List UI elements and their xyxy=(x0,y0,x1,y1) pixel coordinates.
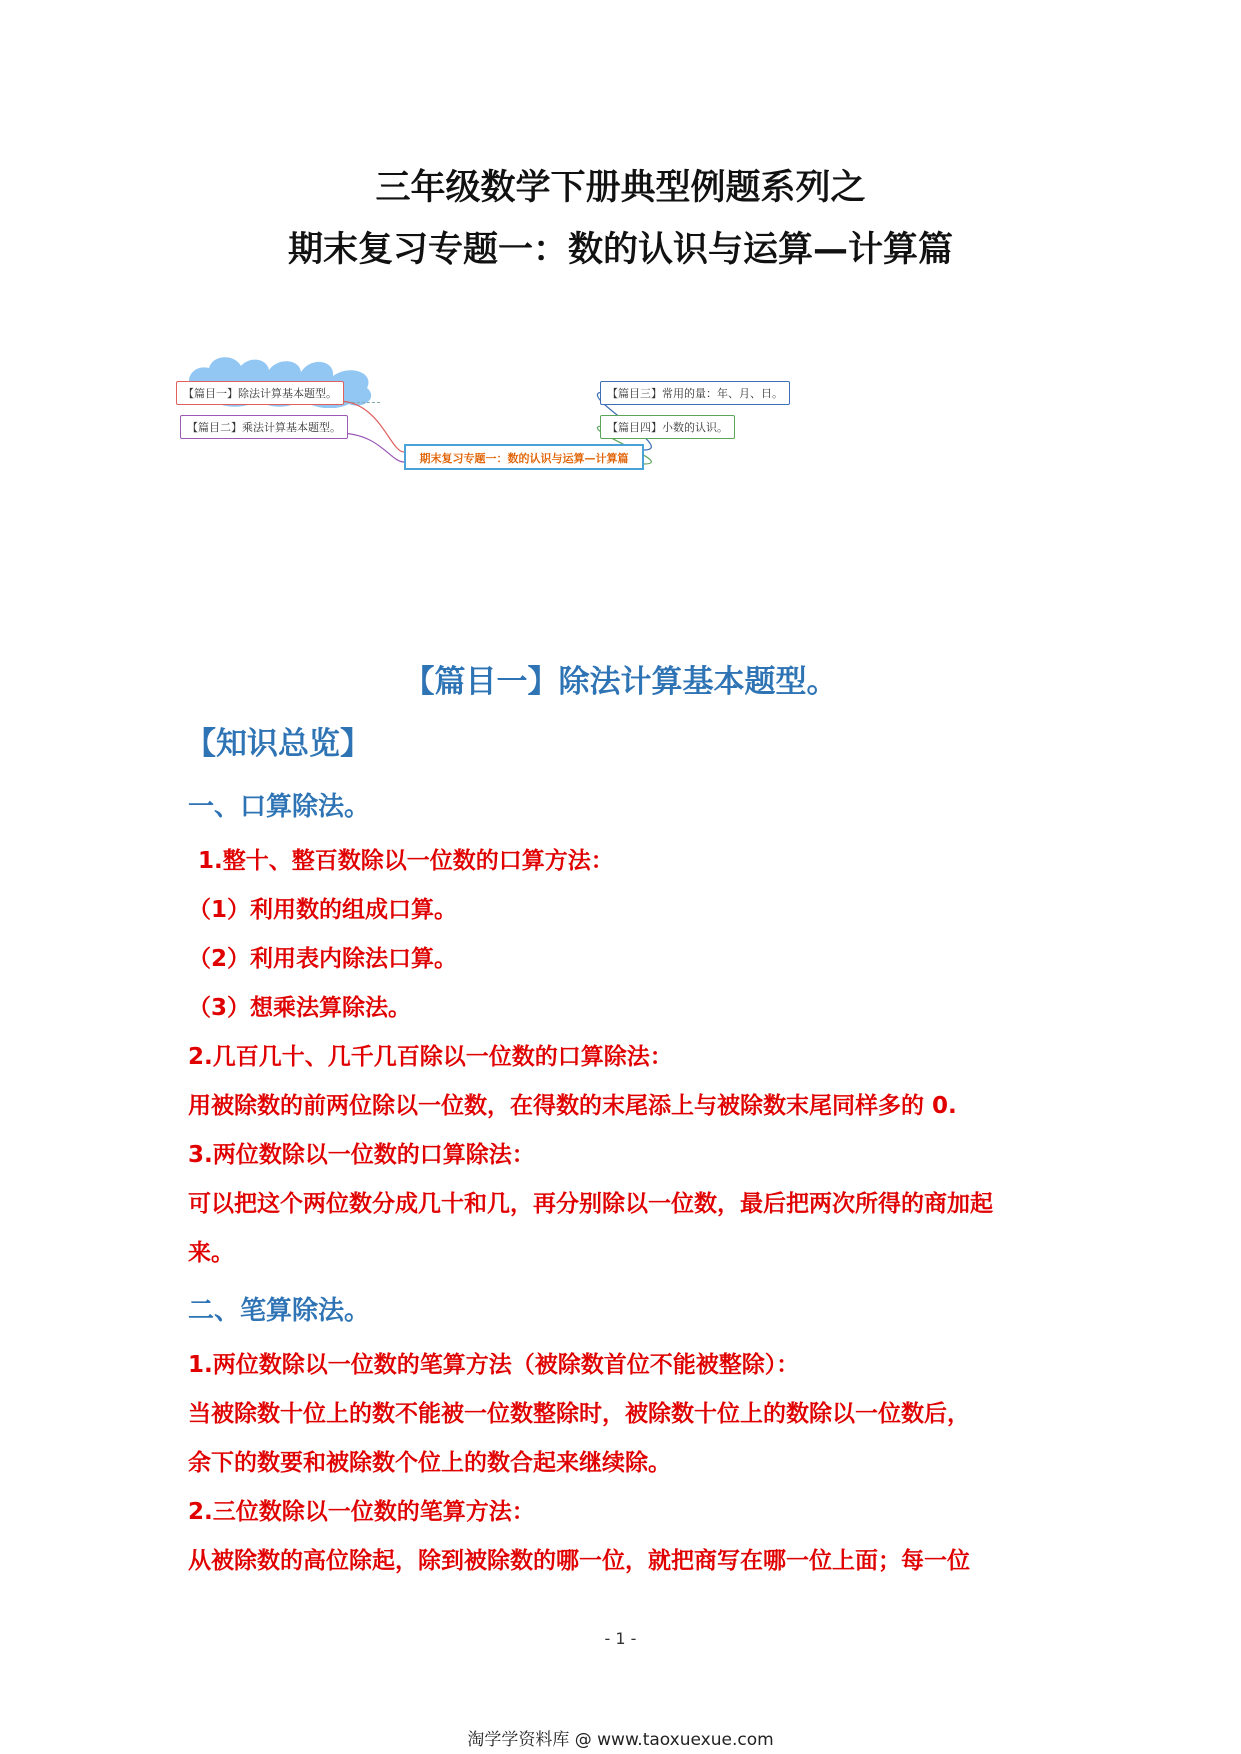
mindmap-node-1: 【篇目一】除法计算基本题型。 xyxy=(176,381,344,405)
page-number: - 1 - xyxy=(604,1629,637,1648)
watermark-text: 淘学学资料库 @ www.taoxuexue.com xyxy=(467,1730,774,1750)
document-title-line2: 期末复习专题一：数的认识与运算—计算篇 xyxy=(287,230,953,270)
part2-line-3: 余下的数要和被除数个位上的数合起来继续除。 xyxy=(188,1450,671,1476)
part2-line-2: 当被除数十位上的数不能被一位数整除时，被除数十位上的数除以一位数后， xyxy=(188,1401,970,1427)
part1-line-7: 3.两位数除以一位数的口算除法： xyxy=(188,1142,535,1168)
part1-line-8: 可以把这个两位数分成几十和几，再分别除以一位数，最后把两次所得的商加起 xyxy=(188,1191,993,1217)
mindmap-center-node: 期末复习专题一：数的认识与运算—计算篇 xyxy=(404,444,644,470)
part1-line-1: 1.整十、整百数除以一位数的口算方法： xyxy=(198,848,614,874)
part1-line-3: （2）利用表内除法口算。 xyxy=(188,946,458,972)
part1-line-4: （3）想乘法算除法。 xyxy=(188,995,412,1021)
overview-heading: 【知识总览】 xyxy=(185,726,371,762)
part2-heading: 二、笔算除法。 xyxy=(188,1296,371,1326)
part1-line-5: 2.几百几十、几千几百除以一位数的口算除法： xyxy=(188,1044,673,1070)
part1-heading: 一、口算除法。 xyxy=(188,792,371,822)
part2-line-4: 2.三位数除以一位数的笔算方法： xyxy=(188,1499,535,1525)
part1-line-2: （1）利用数的组成口算。 xyxy=(188,897,458,923)
part2-line-1: 1.两位数除以一位数的笔算方法（被除数首位不能被整除）： xyxy=(188,1352,800,1378)
mindmap-node-4: 【篇目四】小数的认识。 xyxy=(600,415,735,439)
part1-line-6: 用被除数的前两位除以一位数，在得数的末尾添上与被除数末尾同样多的 0. xyxy=(188,1093,957,1119)
mindmap-node-2: 【篇目二】乘法计算基本题型。 xyxy=(180,415,348,439)
part2-line-5: 从被除数的高位除起，除到被除数的哪一位，就把商写在哪一位上面；每一位 xyxy=(188,1548,970,1574)
mindmap-node-3: 【篇目三】常用的量：年、月、日。 xyxy=(600,381,790,405)
document-title-line1: 三年级数学下册典型例题系列之 xyxy=(375,168,866,208)
mindmap-diagram xyxy=(180,340,880,500)
section-heading: 【篇目一】除法计算基本题型。 xyxy=(403,664,838,700)
part1-line-9: 来。 xyxy=(188,1240,234,1266)
